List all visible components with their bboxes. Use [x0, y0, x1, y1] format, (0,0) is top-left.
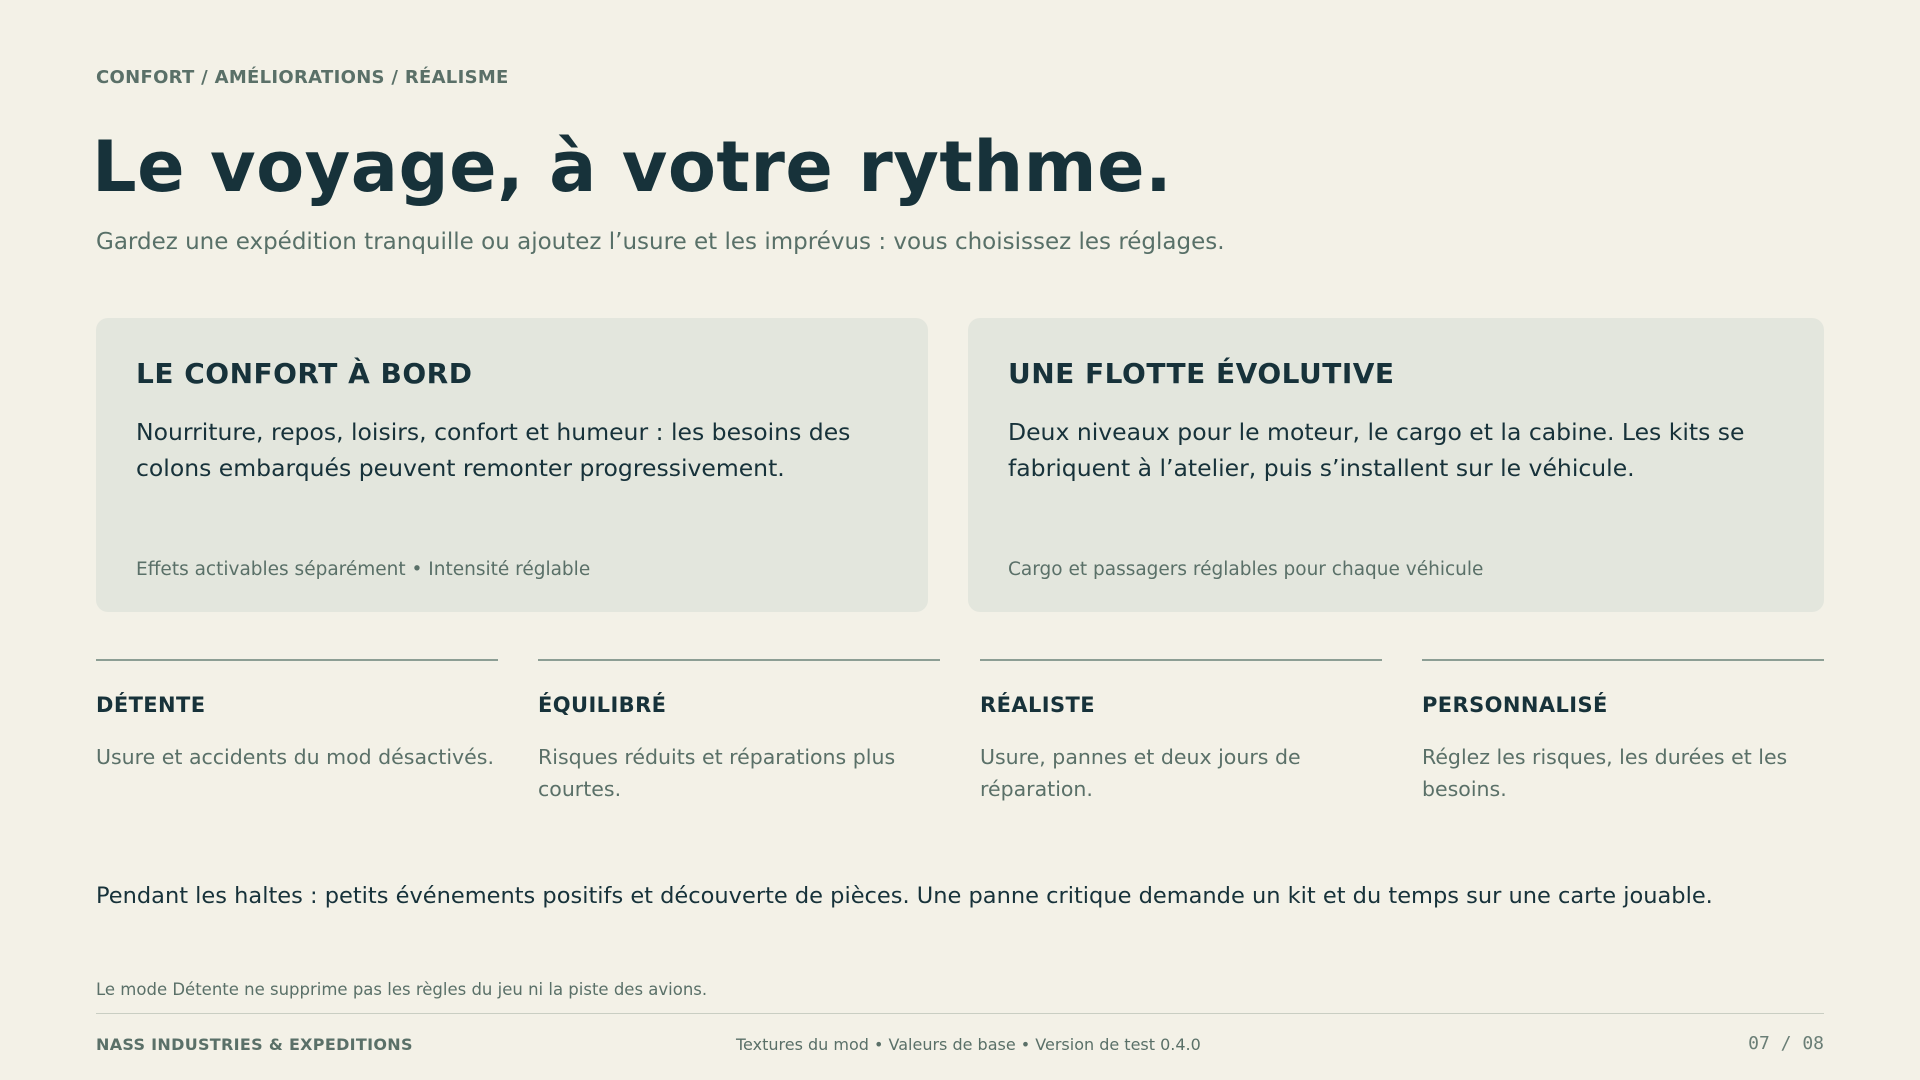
mode-title: ÉQUILIBRÉ — [538, 693, 667, 717]
page-subtitle: Gardez une expédition tranquille ou ajoutez l’usure et les imprévus : vous choisissez les réglages. — [96, 229, 1225, 255]
card-footnote: Effets activables séparément • Intensité réglable — [136, 559, 591, 580]
card-fleet — [968, 318, 1824, 612]
card-footnote: Cargo et passagers réglables pour chaque véhicule — [1008, 559, 1484, 580]
mode-description: Usure et accidents du mod désactivés. — [96, 745, 494, 769]
footer-brand: NASS INDUSTRIES & EXPEDITIONS — [96, 1035, 413, 1054]
mode-personnalise — [1422, 659, 1824, 801]
card-title: UNE FLOTTE ÉVOLUTIVE — [1008, 357, 1395, 390]
halts-note: Pendant les haltes : petits événements positifs et découverte de pièces. Une panne critique demande un kit et du temps sur une carte jouable. — [96, 883, 1713, 909]
card-body: Deux niveaux pour le moteur, le cargo et la cabine. Les kits se fabriquent à l’atelier, puis s’installent sur le véhicule. — [1008, 418, 1745, 482]
page-number: 07 / 08 — [1748, 1033, 1824, 1054]
mode-description: Réglez les risques, les durées et les besoins. — [1422, 745, 1788, 801]
footer-info: Textures du mod • Valeurs de base • Version de test 0.4.0 — [736, 1035, 1201, 1054]
breadcrumb: CONFORT / AMÉLIORATIONS / RÉALISME — [96, 67, 509, 88]
mode-equilibre — [538, 659, 940, 801]
card-comfort — [96, 318, 928, 612]
mode-detente — [96, 659, 498, 769]
mode-realiste — [980, 659, 1382, 801]
card-body: Nourriture, repos, loisirs, confort et humeur : les besoins des colons embarqués peuvent remonter progressivement. — [136, 418, 851, 482]
mode-description: Risques réduits et réparations plus courtes. — [538, 745, 896, 801]
mode-title: DÉTENTE — [96, 693, 206, 717]
page-title: Le voyage, à votre rythme. — [92, 126, 1173, 208]
disclaimer: Le mode Détente ne supprime pas les règles du jeu ni la piste des avions. — [96, 980, 708, 999]
mode-description: Usure, pannes et deux jours de réparation. — [980, 745, 1301, 801]
footer-divider — [96, 1013, 1824, 1014]
mode-title: RÉALISTE — [980, 693, 1095, 717]
card-title: LE CONFORT À BORD — [136, 357, 473, 390]
mode-title: PERSONNALISÉ — [1422, 693, 1608, 717]
